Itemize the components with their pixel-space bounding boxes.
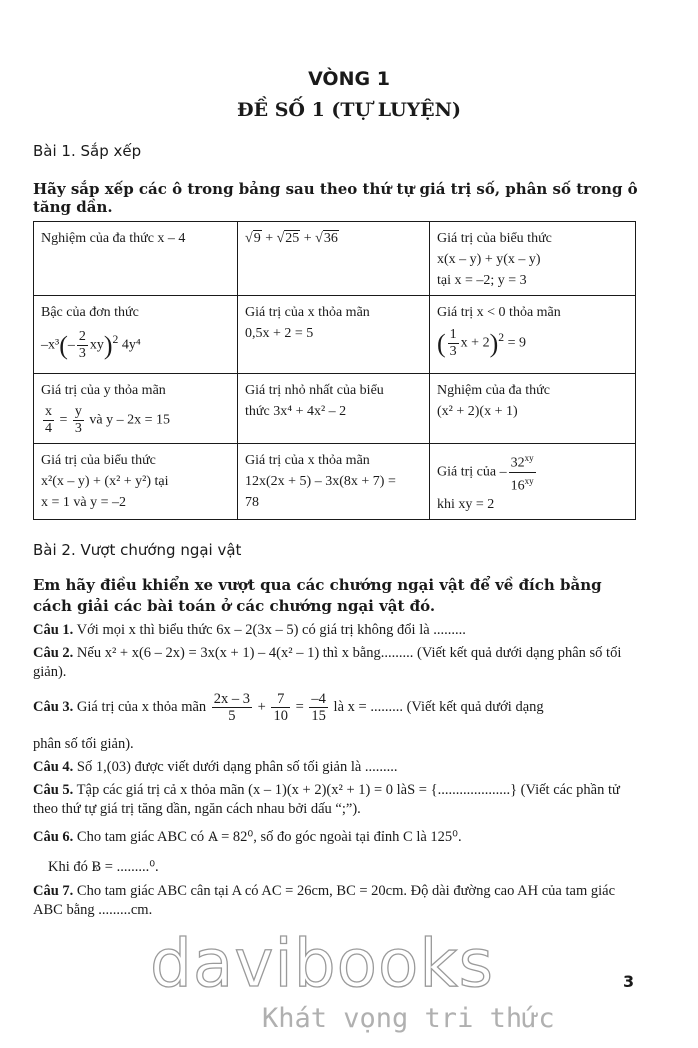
- section-2-intro: Em hãy điều khiển xe vượt qua các chướng ngại vật để về đích bằng cách giải các bài toán ở các chướng ngại vật đó.: [33, 576, 602, 615]
- cell-r1c3: Giá trị của biểu thức x(x – y) + y(x – y) tại x = –2; y = 3: [430, 222, 636, 296]
- question-7: Câu 7. Cho tam giác ABC cân tại A có AC = 26cm, BC = 20cm. Độ dài đường cao AH của tam giác ABC bằng .........cm.: [33, 883, 616, 918]
- watermark-logo: davibooks: [150, 925, 494, 1002]
- cell-r2c1: Bậc của đơn thức –x³(– $\frac{2}{3}$ xy)$^2$ 4y⁴: [34, 296, 238, 374]
- cell-r2c2: Giá trị của x thỏa mãn 0,5x + 2 = 5: [238, 296, 430, 374]
- cell-r1c2: √9 + √25 + √36: [238, 222, 430, 296]
- cell-r4c2: Giá trị của x thỏa mãn 12x(2x + 5) – 3x(8x + 7) = 78: [238, 444, 430, 520]
- question-4: Câu 4. Số 1,(03) được viết dưới dạng phân số tối giản là .........: [33, 759, 398, 775]
- section-1-heading: Bài 1. Sắp xếp: [33, 142, 142, 160]
- cell-r3c1: Giá trị của y thỏa mãn $\frac{x}{4}$ = $\frac{y}{3}$ và y – 2x = 15: [34, 374, 238, 444]
- cell-r1c1: Nghiệm của đa thức x – 4: [34, 222, 238, 296]
- page-number: 3: [623, 972, 635, 991]
- question-6-cont: Khi đó B = .........⁰.: [48, 859, 159, 875]
- cell-r3c2: Giá trị nhỏ nhất của biểu thức 3x⁴ + 4x² – 2: [238, 374, 430, 444]
- watermark-slogan: Khát vọng tri thức: [262, 1003, 555, 1034]
- section-2-heading: Bài 2. Vượt chướng ngại vật: [33, 541, 242, 559]
- cell-r3c3: Nghiệm của đa thức (x² + 2)(x + 1): [430, 374, 636, 444]
- cell-r2c3: Giá trị x < 0 thỏa mãn ( $\frac{1}{3}$ x + 2)$^2$ = 9: [430, 296, 636, 374]
- question-3: Câu 3. Giá trị của x thỏa mãn $\frac{2x - 3}{5}$ + $\frac{7}{10}$ = $\frac{-4}{15}$ là x = ......... (Viết kết quả dưới dạng: [33, 691, 544, 725]
- round-label: VÒNG 1: [308, 68, 390, 90]
- question-2: Câu 2. Nếu x² + x(6 – 2x) = 3x(x + 1) – 4(x² – 1) thì x bằng......... (Viết kết quả dưới dạng phân số tối giản).: [33, 645, 622, 680]
- question-6: Câu 6. Cho tam giác ABC có A = 82⁰, số đo góc ngoài tại đỉnh C là 125⁰.: [33, 829, 462, 845]
- sorting-table: [33, 221, 636, 520]
- question-5: Câu 5. Tập các giá trị cả x thỏa mãn (x – 1)(x + 2)(x² + 1) = 0 làS = {....................} (Viết các phần tử theo thứ tự giá trị tăng dần, ngăn cách nhau bởi dấu “;”).: [33, 782, 620, 817]
- section-1-instruction: Hãy sắp xếp các ô trong bảng sau theo thứ tự giá trị số, phân số trong ô tăng dần.: [33, 180, 638, 216]
- question-1: Câu 1. Với mọi x thì biểu thức 6x – 2(3x – 5) có giá trị không đổi là .........: [33, 622, 466, 638]
- cell-r4c3: Giá trị của – $\frac{32^{xy}}{16^{xy}}$ khi xy = 2: [430, 444, 636, 520]
- page-title: ĐỀ SỐ 1 (TỰ LUYỆN): [236, 99, 462, 121]
- question-3-cont: phân số tối giản).: [33, 736, 134, 752]
- cell-r4c1: Giá trị của biểu thức x²(x – y) + (x² + y²) tại x = 1 và y = –2: [34, 444, 238, 520]
